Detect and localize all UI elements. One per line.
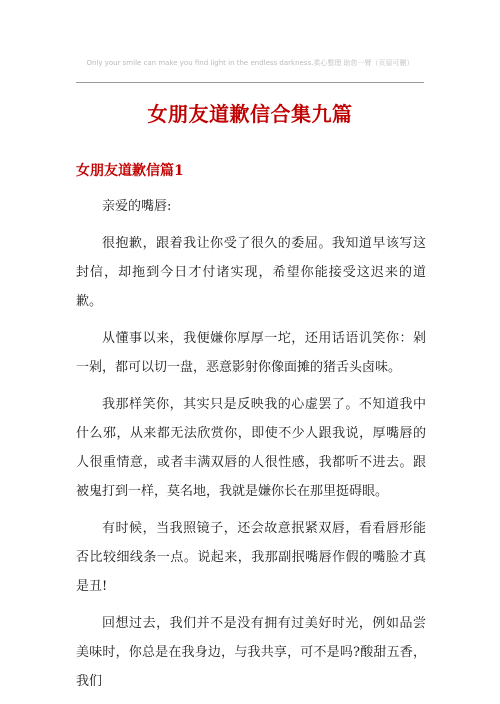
paragraph: 我那样笑你，其实只是反映我的心虚罢了。不知道我中什么邪，从来都无法欣赏你，即使不少人跟我说，厚嘴唇的人很重情意，或者丰满双唇的人很性感，我都听不进去。跟被鬼打到一样，莫名地，我就是嫌你长在那里挺碍眼。 [76, 397, 426, 499]
paragraph: 很抱歉，跟着我让你受了很久的委屈。我知道早该写这封信，却拖到今日才付诸实现，希望你能接受这迟来的道歉。 [76, 236, 426, 309]
paragraph: 有时候，当我照镜子，还会故意抿紧双唇，看看唇形能否比较细线条一点。说起来，我那副抿嘴唇作假的嘴脸才真是丑! [76, 521, 426, 594]
document-title: 女朋友道歉信合集九篇 [147, 102, 353, 126]
body-text [76, 192, 426, 704]
header-divider [76, 82, 424, 83]
paragraph-salutation: 亲爱的嘴唇: [102, 199, 172, 214]
paragraph: 回想过去，我们并不是没有拥有过美好时光，例如品尝美味时，你总是在我身边，与我共享，可不是吗?酸甜五香，我们 [76, 616, 426, 689]
paragraph: 从懂事以来，我便嫌你厚厚一坨，还用话语讥笑你：剁一剁，都可以切一盘，恶意影射你像面摊的猪舌头卤味。 [76, 331, 426, 375]
section-heading: 女朋友道歉信篇1 [76, 163, 184, 179]
page-header-tagline: Only your smile can make you find light in the endless darkness.柔心整理 助您一臂（页眉可删） [86, 59, 414, 67]
